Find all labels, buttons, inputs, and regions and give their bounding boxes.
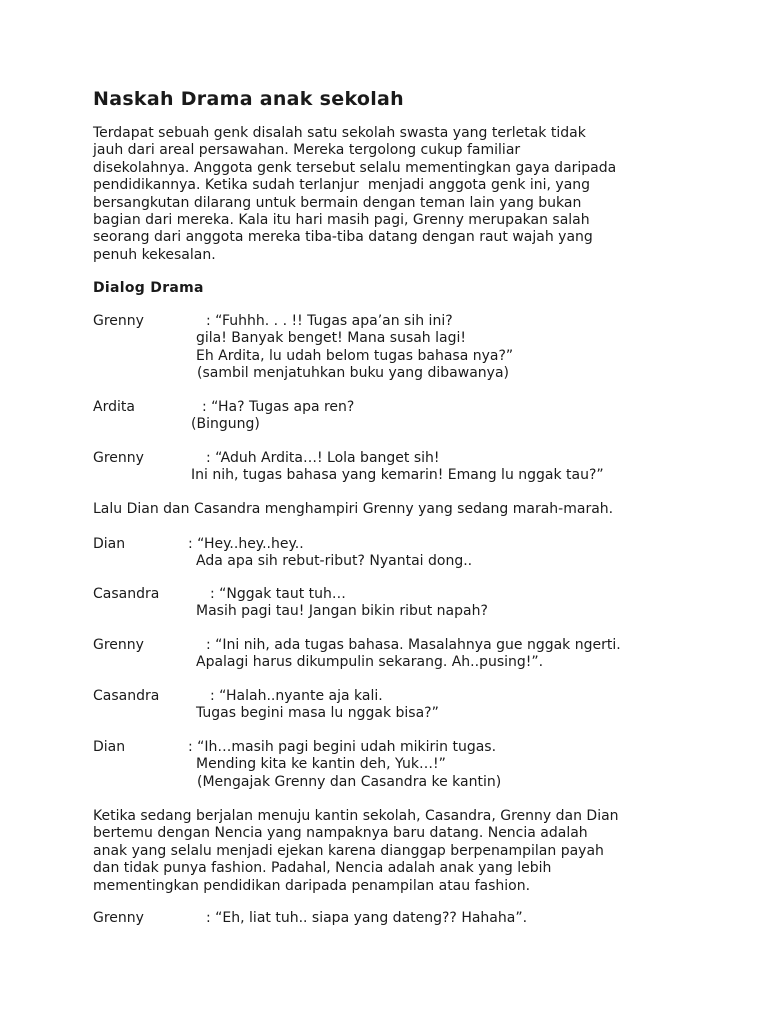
- speaker-name: Grenny: [93, 313, 144, 329]
- paragraph-line: anak yang selalu menjadi ejekan karena dianggap berpenampilan payah: [93, 842, 604, 859]
- paragraph-line: penuh kekesalan.: [93, 246, 216, 263]
- paragraph-line: dan tidak punya fashion. Padahal, Nencia adalah anak yang lebih: [93, 860, 552, 877]
- dialog-line: : “Nggak taut tuh…: [210, 586, 346, 602]
- dialog-line: : “Ih…masih pagi begini udah mikirin tugas.: [188, 739, 497, 755]
- dialog-line: Ini nih, tugas bahasa yang kemarin! Emang lu nggak tau?”: [191, 467, 604, 484]
- speaker-name: Dian: [93, 739, 126, 755]
- dialog-line: Apalagi harus dikumpulin sekarang. Ah..pusing!”.: [196, 654, 544, 671]
- section-heading: Dialog Drama: [93, 280, 204, 296]
- speaker-name: Dian: [93, 536, 126, 552]
- paragraph-line: Ketika sedang berjalan menuju kantin sekolah, Casandra, Grenny dan Dian: [93, 808, 619, 824]
- document-title: Naskah Drama anak sekolah: [93, 88, 404, 110]
- paragraph-line: seorang dari anggota mereka tiba-tiba datang dengan raut wajah yang: [93, 229, 593, 246]
- narration-paragraph: [93, 808, 693, 895]
- dialog-line: Ada apa sih rebut-ribut? Nyantai dong..: [196, 553, 473, 570]
- speaker-name: Casandra: [93, 688, 160, 704]
- paragraph-line: bertemu dengan Nencia yang nampaknya baru datang. Nencia adalah: [93, 825, 588, 842]
- dialog-line: : “Aduh Ardita…! Lola banget sih!: [206, 450, 440, 466]
- intro-paragraph: [93, 125, 693, 264]
- dialog-line: : “Eh, liat tuh.. siapa yang dateng?? Hahaha”.: [206, 910, 528, 926]
- speaker-name: Ardita: [93, 399, 135, 415]
- paragraph-line: bagian dari mereka. Kala itu hari masih pagi, Grenny merupakan salah: [93, 212, 590, 229]
- speaker-name: Grenny: [93, 910, 144, 926]
- dialog-line: : “Hey..hey..hey..: [188, 536, 304, 552]
- speaker-name: Casandra: [93, 586, 160, 602]
- dialog-line: Mending kita ke kantin deh, Yuk…!”: [196, 756, 446, 773]
- paragraph-line: disekolahnya. Anggota genk tersebut selalu mementingkan gaya daripada: [93, 159, 617, 176]
- dialog-line: Masih pagi tau! Jangan bikin ribut napah?: [196, 603, 488, 620]
- paragraph-line: Terdapat sebuah genk disalah satu sekolah swasta yang terletak tidak: [93, 125, 586, 141]
- dialog-line: Eh Ardita, lu udah belom tugas bahasa nya?”: [196, 347, 514, 364]
- speaker-name: Grenny: [93, 637, 144, 653]
- dialog-line: (Bingung): [191, 416, 260, 433]
- dialog-line: : “Ha? Tugas apa ren?: [202, 399, 355, 415]
- paragraph-line: mementingkan pendidikan daripada penampilan atau fashion.: [93, 877, 531, 894]
- dialog-line: Tugas begini masa lu nggak bisa?”: [196, 705, 439, 722]
- dialog-line: : “Halah..nyante aja kali.: [210, 688, 383, 704]
- dialog-line: (Mengajak Grenny dan Casandra ke kantin): [197, 773, 502, 790]
- narration-paragraph: [93, 501, 693, 518]
- paragraph-line: pendidikannya. Ketika sudah terlanjur menjadi anggota genk ini, yang: [93, 177, 591, 194]
- speaker-name: Grenny: [93, 450, 144, 466]
- paragraph-line: Lalu Dian dan Casandra menghampiri Grenny yang sedang marah-marah.: [93, 501, 614, 517]
- dialog-line: gila! Banyak benget! Mana susah lagi!: [196, 330, 466, 347]
- dialog-line: (sambil menjatuhkan buku yang dibawanya): [197, 365, 509, 382]
- paragraph-line: bersangkutan dilarang untuk bermain dengan teman lain yang bukan: [93, 194, 582, 211]
- dialog-line: : “Ini nih, ada tugas bahasa. Masalahnya gue nggak ngerti.: [206, 637, 621, 653]
- dialog-line: : “Fuhhh. . . !! Tugas apa’an sih ini?: [206, 313, 453, 329]
- paragraph-line: jauh dari areal persawahan. Mereka tergolong cukup familiar: [93, 142, 521, 159]
